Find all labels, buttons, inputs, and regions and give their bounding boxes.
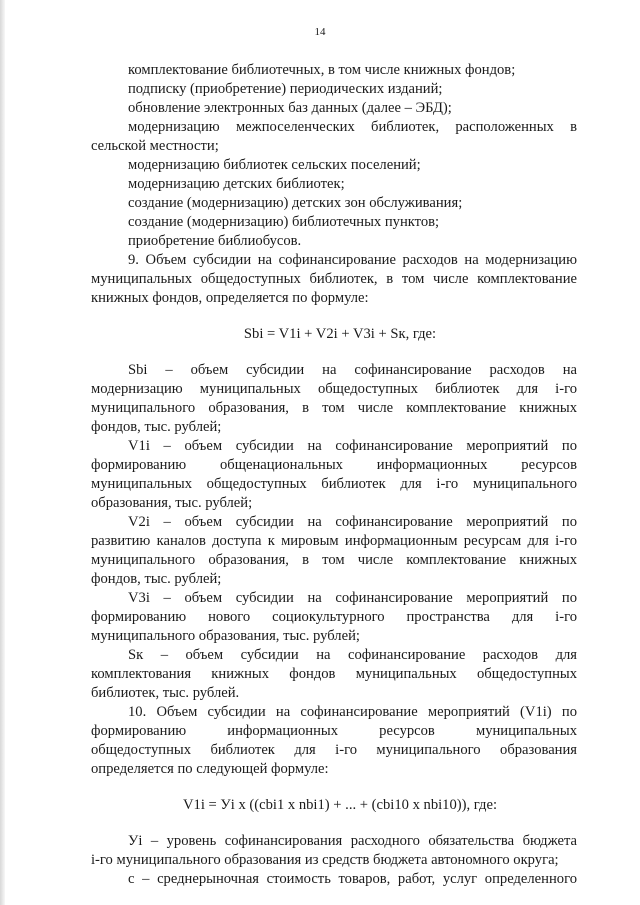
definition-line: развитию каналов доступа к мировым информационным ресурсам для i-го [91,533,577,549]
definition-line: фондов, тыс. рублей; [91,571,222,587]
definition-sk [91,646,577,703]
list-item: создание (модернизацию) детских зон обслуживания; [128,195,463,211]
definition-v1i [91,437,577,513]
definition-line: V3i – объем субсидии на софинансирование мероприятий по [128,590,577,606]
formula-sbi: Sbi = V1i + V2i + V3i + Sк, где: [243,326,437,342]
definition-line: комплектования книжных фондов муниципальных общедоступных [91,666,577,682]
definition-line: фондов, тыс. рублей; [91,419,222,435]
list-item: модернизацию детских библиотек; [128,176,345,192]
list-item: создание (модернизацию) библиотечных пунктов; [128,214,440,230]
definition-line: модернизацию муниципальных общедоступных библиотек для i-го [91,381,577,397]
paragraph-10-line3: общедоступных библиотек для i-го муниципального образования [91,742,577,758]
definition-line: формированию нового социокультурного пространства для i-го [91,609,577,625]
definition-ui [91,832,577,870]
definition-line: муниципальных общедоступных библиотек для i-го муниципального [91,476,577,492]
definition-sbi [91,361,577,437]
paragraph-9-line2: муниципальных общедоступных библиотек, в том числе комплектование [91,271,577,287]
paragraph-9-line1: 9. Объем субсидии на софинансирование расходов на модернизацию [128,252,577,268]
list-item-modernization-line2: сельской местности; [91,138,219,154]
definition-v3i [91,589,577,646]
definition-c [91,870,577,889]
definition-line: Sbi – объем субсидии на софинансирование расходов на [128,362,577,378]
definition-v2i [91,513,577,589]
list-item: обновление электронных баз данных (далее – ЭБД); [128,100,452,116]
definition-line: муниципального образования, в том числе комплектование книжных [91,552,577,568]
paragraph-10-line4: определяется по следующей формуле: [91,761,329,777]
definition-line: библиотек, тыс. рублей. [91,685,240,701]
list-item: комплектование библиотечных, в том числе книжных фондов; [128,62,516,78]
formula-v1i: V1i = Уi x ((cbi1 x nbi1) + ... + (cbi10 x nbi10)), где: [183,797,497,813]
definition-line: образования, тыс. рублей; [91,495,253,511]
definition-line: i-го муниципального образования из средств бюджета автономного округа; [91,852,559,868]
definition-line: с – среднерыночная стоимость товаров, работ, услуг определенного [128,871,577,887]
definition-line: Sк – объем субсидии на софинансирование расходов для [128,647,577,663]
list-item: модернизацию библиотек сельских поселений; [128,157,421,173]
definition-line: V1i – объем субсидии на софинансирование мероприятий по [128,438,577,454]
definition-line: муниципального образования, тыс. рублей; [91,628,360,644]
definition-line: муниципального образования, в том числе комплектование книжных [91,400,577,416]
page-edge-shadow [0,0,5,905]
definition-line: формированию общенациональных информационных ресурсов [91,457,577,473]
list-item: приобретение библиобусов. [128,233,302,249]
definition-line: Уi – уровень софинансирования расходного обязательства бюджета [128,833,577,849]
document-body [91,61,577,889]
list-item-modernization-line1: модернизацию межпоселенческих библиотек, расположенных в [128,119,577,135]
paragraph-10-line2: формированию информационных ресурсов муниципальных [91,723,577,739]
definition-line: V2i – объем субсидии на софинансирование мероприятий по [128,514,577,530]
paragraph-9-line3: книжных фондов, определяется по формуле: [91,290,369,306]
paragraph-10-line1: 10. Объем субсидии на софинансирование мероприятий (V1i) по [128,704,577,720]
page-number: 14 [314,26,326,38]
list-item: подписку (приобретение) периодических изданий; [128,81,443,97]
